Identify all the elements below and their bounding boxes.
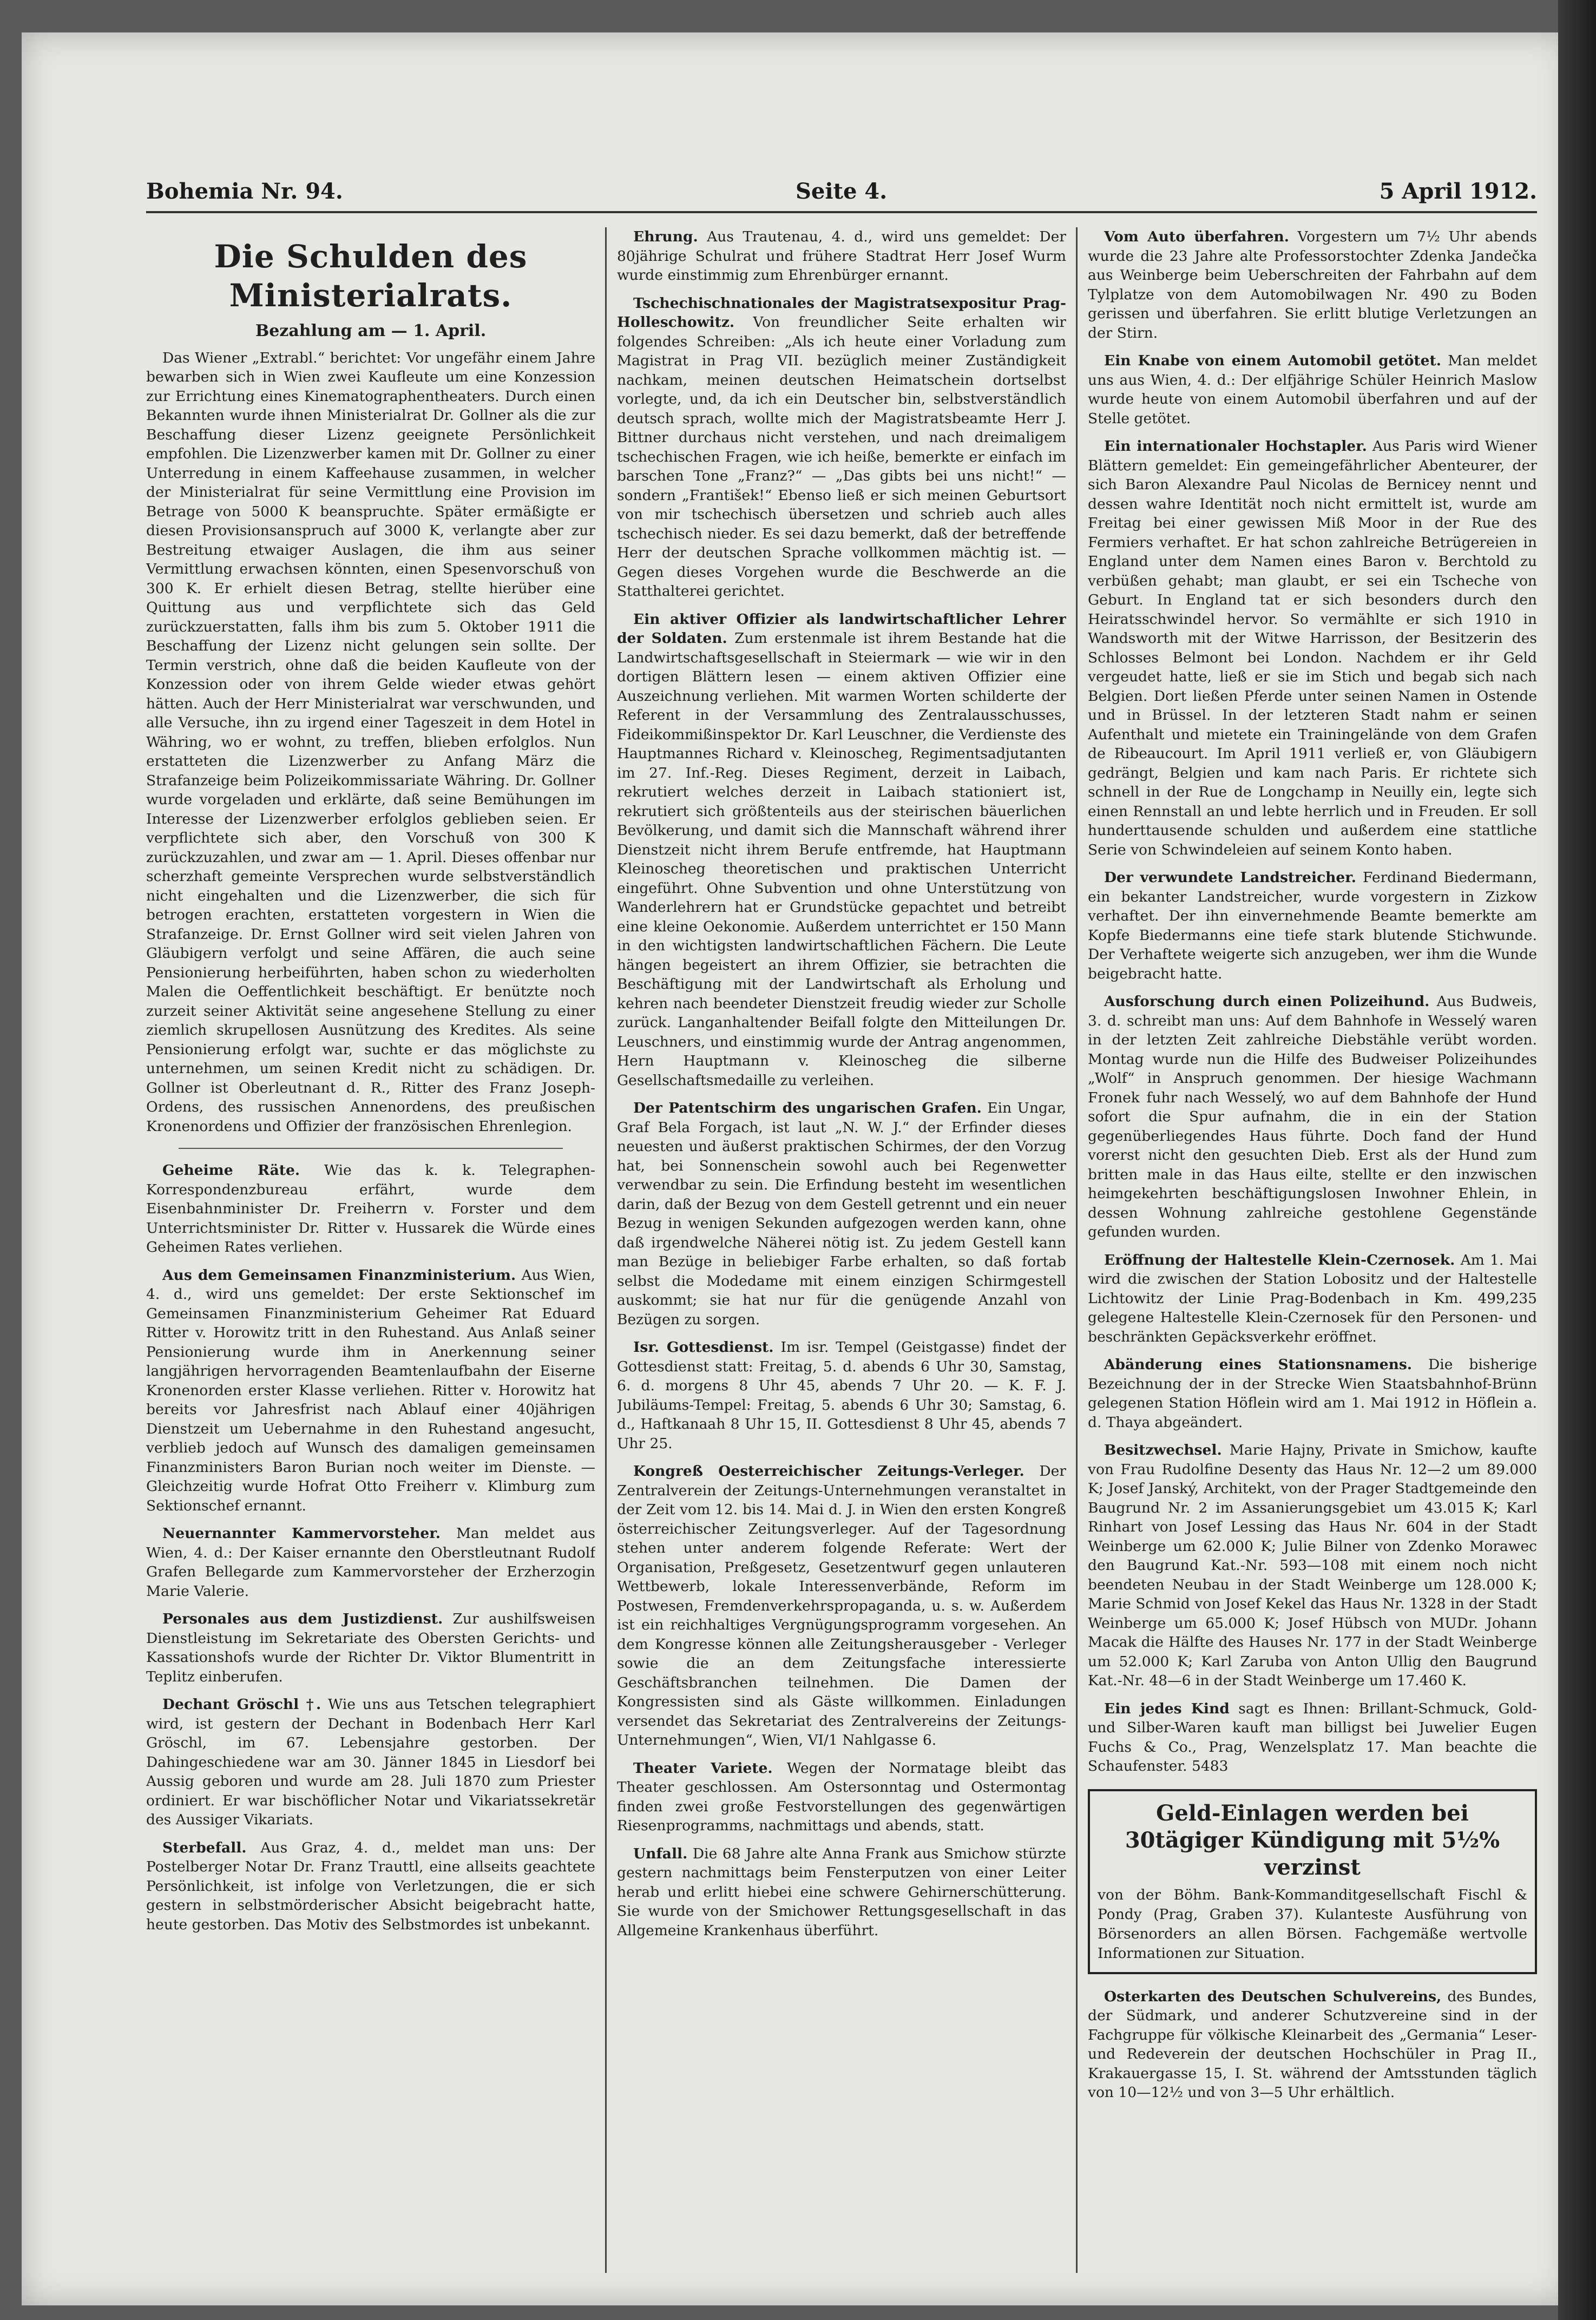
news-item: [617, 1462, 1066, 1750]
news-item-head: Vom Auto überfahren.: [1104, 228, 1289, 245]
news-item: [1088, 1251, 1537, 1347]
news-item-text: Aus Trautenau, 4. d., wird uns gemeldet: Der 80jährige Schulrat und frühere Stadtrat Herr Josef Wurm wurde einstimmig zum Ehrenbürger ernannt.: [617, 228, 1066, 284]
news-item-head: Theater Variete.: [633, 1759, 773, 1777]
news-item-text: Im isr. Tempel (Geistgasse) findet der Gottesdienst statt: Freitag, 5. d. abends 6 Uhr 30, Samstag, 6. d. morgens 8 Uhr 45, abends 7 Uhr 20. — K. F. J. Jubiläums-Tempel: Freitag, 5. abends 6 Uhr 30; Samstag, 6. d., Haftkanaah 8 Uhr 15, II. Gottesdienst 8 Uhr 45, abends 7 Uhr 25.: [617, 1339, 1066, 1452]
news-item-text: Man meldet aus Wien, 4. d.: Der Kaiser ernannte den Oberstleutnant Rudolf Grafen Bellegarde zum Kammervorsteher der Erzherzogin Marie Valerie.: [146, 1525, 595, 1600]
newspaper-page: [22, 32, 1569, 2305]
news-item-text: des Bundes, der Südmark, und anderer Schutzvereine sind in der Fachgruppe für völkische Kleinarbeit des „Germania“ Leser- und Redeverein der deutschen Hochschüler in Prag II., Krakauergasse 15, I. St. während der Amtsstunden täglich von 10—12½ und von 3—5 Uhr erhältlich.: [1088, 1988, 1537, 2101]
news-item-text: Ferdinand Biedermann, ein bekanter Landstreicher, wurde vorgestern in Zizkow verhaftet. Der ihn einvernehmende Beamte bemerkte am Kopfe Biedermanns eine tiefe stark blutende Stichwunde. Der Verhaftete weigerte sich anzugeben, wer ihm die Wunde beigebracht hatte.: [1088, 869, 1537, 982]
news-item-head: Ehrung.: [633, 228, 698, 245]
news-item-head: Personales aus dem Justizdienst.: [162, 1611, 443, 1627]
news-item-text: Aus Budweis, 3. d. schreibt man uns: Auf dem Bahnhofe in Wesselý waren in der letzten Zeit zahlreiche Diebstähle verübt worden. Montag wurde nun die Hilfe des Budweiser Polizeihundes „Wolf“ in Anspruch genommen. Der hiesige Wachmann Fronek fuhr nach Wesselý, wo auf dem Bahnhofe der Hund sofort die Spur aufnahm, die in ein der Station gegenüberliegendes Haus führte. Doch fand der Hund vorerst nicht den gesuchten Dieb. Erst als der Hund zum britten male in das Haus eilte, stellte er den inzwischen heimgekehrten beschäftigungslosen Inwohner Ehlein, in dessen Wohnung zahlreiche gestohlene Gegenstände gefunden wurden.: [1088, 993, 1537, 1240]
news-item: [1088, 1987, 1537, 2102]
news-item-text: sagt es Ihnen: Brillant-Schmuck, Gold- und Silber-Waren kauft man billigst bei Juwelier Eugen Fuchs & Co., Prag, Wenzelsplatz 17. Man beachte die Schaufenster. 5483: [1088, 1700, 1537, 1774]
column-1: [146, 227, 595, 2273]
news-item-text: Wie uns aus Tetschen telegraphiert wird, ist gestern der Dechant in Bodenbach Herr Karl Gröschl, im 67. Lebensjahre gestorben. Der Dahingeschiedene war am 30. Jänner 1845 in Liesdorf bei Aussig geboren und wurde am 28. Juli 1870 zum Priester ordiniert. Er war bischöflicher Notar und Vikariatssekretär des Aussiger Vikariats.: [146, 1696, 595, 1828]
news-item-head: Kongreß Oesterreichischer Zeitungs-Verleger.: [633, 1463, 1024, 1480]
advertisement-text: von der Böhm. Bank-Kommanditgesellschaft Fischl & Pondy (Prag, Graben 37). Kulanteste Ausführung von Börsenorders an allen Börsen. Fachgemäße wertvolle Informationen zur Situation.: [1098, 1886, 1527, 1962]
article-subtitle: Bezahlung am — 1. April.: [255, 321, 487, 340]
paper-issue: Bohemia Nr. 94.: [146, 179, 343, 204]
news-item: [1088, 437, 1537, 859]
news-item-text: Von freundlicher Seite erhalten wir folgendes Schreiben: „Als ich heute einer Vorladung zum Magistrat in Prag VII. bezüglich meiner Zuständigkeit nachkam, meinen deutschen Heimatschein dortselbst vorlegte, und, da ich ein Deutscher bin, selbstverständlich deutsch sprach, wollte mich der Magistratsbeamte Herr J. Bittner durchaus nicht verstehen, und nach dreimaligem tschechischen Fragen, wie ich heiße, bemerkte er einfach im barschen Tone „Franz?“ — „Das gibts bei uns nicht!“ — sondern „František!“ Ebenso ließ er sich meinen Geburtsort von mir tschechisch übersetzen und schrieb auch alles tschechisch nieder. Es sei dazu bemerkt, daß der betreffende Herr der deutschen Sprache vollkommen mächtig ist. — Gegen dieses Vorgehen wurde die Beschwerde an die Statthalterei gerichtet.: [617, 314, 1066, 600]
news-item: [1088, 227, 1537, 343]
advertisement-title: Geld-Einlagen werden bei 30tägiger Kündigung mit 5½% verzinst: [1125, 1800, 1500, 1880]
news-item-head: Osterkarten des Deutschen Schulvereins,: [1104, 1988, 1442, 2005]
news-item: [146, 1161, 595, 1257]
news-item-head: Unfall.: [633, 1845, 688, 1862]
news-item-head: Sterbefall.: [162, 1839, 247, 1856]
news-item-head: Eröffnung der Haltestelle Klein-Czernosek.: [1104, 1251, 1455, 1269]
article-title: Die Schulden des Ministerialrats.: [214, 238, 528, 314]
news-item-text: Die 68 Jahre alte Anna Frank aus Smichow stürzte gestern nachmittags beim Fensterputzen von einer Leiter herab und erlitt hiebei eine schwere Gehirnerschütterung. Sie wurde von der Smichower Rettungsgesellschaft in das Allgemeine Krankenhaus überführt.: [617, 1845, 1066, 1939]
news-item-text: Ein Ungar, Graf Bela Forgach, ist laut „N. W. J.“ der Erfinder dieses neuesten und äußerst praktischen Schirmes, der den Vorzug hat, bei Sonnenschein sowohl auch bei Regenwetter verwendbar zu sein. Die Erfindung besteht im wesentlichen darin, daß der Bezug von dem Gestell getrennt und ein neuer Bezug in wenigen Sekunden aufgezogen werden kann, ohne daß irgendwelche Näherei nötig ist. Zu jedem Gestell kann man Bezüge in beliebiger Farbe erhalten, so daß fortab selbst die Modedame mit einem einzigen Schirmgestell auskommt; sie hat nur für die genügende Anzahl von Bezügen zu sorgen.: [617, 1100, 1066, 1328]
news-item-text: Das Wiener „Extrabl.“ berichtet: Vor ungefähr einem Jahre bewarben sich in Wien zwei Kaufleute um eine Konzession zur Errichtung eines Kinematographentheaters. Durch einen Bekannten wurde ihnen Ministerialrat Dr. Gollner als die zur Beschaffung dieser Lizenz geeignete Persönlichkeit empfohlen. Die Lizenzwerber kamen mit Dr. Gollner zu einer Unterredung in einem Kaffeehause zusammen, in welcher der Ministerialrat für seine Vermittlung eine Provision im Betrage von 5000 K beanspruchte. Später ermäßigte er diesen Provisionsanspruch auf 3000 K, verlangte aber zur Bestreitung etwaiger Auslagen, die ihm aus seiner Vermittlung erwachsen könnten, einen Spesenvorschuß von 300 K. Er erhielt diesen Betrag, stellte hierüber eine Quittung aus und verpflichtete sich das Geld zurückzuerstatten, falls ihm bis zum 5. Oktober 1911 die Beschaffung der Lizenz nicht gelungen sein sollte. Der Termin verstrich, ohne daß die beiden Kaufleute von der Konzession oder von ihrem Gelde wieder etwas gehört hätten. Auch der Herr Ministerialrat war verschwunden, und alle Versuche, ihn zu irgend einer Tageszeit in dem Hotel in Währing, wo er wohnt, zu treffen, blieben erfolglos. Nun erstatteten die Lizenzwerber zu Anfang März die Strafanzeige beim Polizeikommissariate Währing. Dr. Gollner wurde vorgeladen und erklärte, daß seine Bemühungen im Interesse der Lizenzwerber erfolglos geblieben seien. Er verpflichtete sich aber, den Vorschuß von 300 K zurückzuzahlen, und zwar am — 1. April. Dieses offenbar nur scherzhaft gemeinte Versprechen wurde selbstverständlich nicht eingehalten und die Lizenzwerber, die sich für betrogen erachten, erstatteten vorgestern in Wien die Strafanzeige. Dr. Ernst Gollner wird seit vielen Jahren von Gläubigern verfolgt und seine Affären, die auch seine Pensionierung herbeiführten, haben schon zu wiederholten Malen die Oeffentlichkeit beschäftigt. Er benützte noch zurzeit seiner Aktivität seine angesehene Stellung zu einer ziemlich skrupellosen Ausnützung des Kredites. Als seine Pensionierung erfolgt war, suchte er das möglichste zu unternehmen, um seinen Kredit nicht zu schädigen. Dr. Gollner ist Oberleutnant d. R., Ritter des Franz Joseph-Ordens, des russischen Annenordens, des preußischen Kronenordens und Offizier der französischen Ehrenlegion.: [146, 349, 595, 1135]
news-item: [1088, 1355, 1537, 1432]
running-head: [146, 173, 1537, 213]
news-item-head: Ausforschung durch einen Polizeihund.: [1104, 993, 1430, 1010]
news-item: [146, 1524, 595, 1601]
columns: [146, 227, 1537, 2273]
news-item-text: Marie Hajny, Private in Smichow, kaufte von Frau Rudolfine Desenty das Haus Nr. 12—2 um 89.000 K; Josef Janský, Architekt, von der Prager Stadtgemeinde den Baugrund Nr. 2 im Assanierungsgebiet um 43.015 K; Karl Rinhart von Josef Lessing das Haus Nr. 604 in der Stadt Weinberge um 62.000 K; Julie Bilner von Zdenko Morawec den Baugrund Kat.-Nr. 593—108 mit einem noch nicht beendeten Neubau in der Stadt Weinberge um 128.000 K; Marie Schmid von Josef Kekel das Haus Nr. 1328 in der Stadt Weinberge um 65.000 K; Josef Hübsch von MUDr. Johann Macak die Hälfte des Hauses Nr. 177 in der Stadt Weinberge um 52.000 K; Karl Zaruba von Anton Ullig den Baugrund Kat.-Nr. 48—6 in der Stadt Weinberge um 17.460 K.: [1088, 1442, 1537, 1689]
news-item: [617, 1759, 1066, 1836]
news-item-head: Dechant Gröschl †.: [162, 1696, 321, 1713]
news-item-text: Wie das k. k. Telegraphen-Korrespondenzbureau erfährt, wurde dem Eisenbahnminister Dr. Freiherrn v. Forster und dem Unterrichtsminister Dr. Ritter v. Hussarek die Würde eines Geheimen Rates verliehen.: [146, 1162, 595, 1256]
news-item: [146, 1266, 595, 1516]
news-item-text: Aus Paris wird Wiener Blättern gemeldet: Ein gemeingefährlicher Abenteurer, der sich Baron Alexandre Paul Nicolas de Bernicey nennt und dessen wahre Identität noch nicht ermittelt ist, wurde am Freitag bei einer gewissen Miß Moor in der Rue des Fermiers verhaftet. Er hat schon zahlreiche Betrügereien in England unter dem Namen eines Baron v. Berchtold zu verbüßen gehabt; man glaubt, er sei ein Tscheche von Geburt. In England tat er sich besonders durch den Heiratsschwindel hervor. So vermählte er sich 1910 in Wandsworth mit der Witwe Harrisson, der Besitzerin des Schlosses Belmont bei London. Nachdem er ihr Geld vergeudet hatte, ließ er sie im Stich und begab sich nach Belgien. Dort ließen Pferde unter seinen Namen in Ostende und in Brüssel. In der letzteren Stadt nahm er seinen Aufenthalt und mietete ein Trainingelände von dem Grafen de Ribeaucourt. Im April 1911 verließ er, von Gläubigern gedrängt, Belgien und kam nach Paris. Er richtete sich schnell in der Rue de Longchamp in Neuilly ein, legte sich einen Rennstall an und lebte herrlich und in Freuden. Er soll hunderttausende schulden und außerdem eine stattliche Serie von Schwindeleien auf seinem Konto haben.: [1088, 438, 1537, 858]
news-item: [1088, 351, 1537, 428]
news-item: [617, 1099, 1066, 1329]
column-3: [1088, 227, 1537, 2273]
news-item-text: Zur aushilfsweisen Dienstleistung im Sekretariate des Obersten Gerichts- und Kassationshofs wurde der Richter Dr. Viktor Blumentritt in Teplitz einberufen.: [146, 1611, 595, 1685]
news-item-head: Ein Knabe von einem Automobil getötet.: [1104, 352, 1441, 369]
column-2: [617, 227, 1066, 2273]
page-number: Seite 4.: [796, 179, 888, 204]
news-item: [146, 349, 595, 1136]
news-item: [617, 1338, 1066, 1453]
news-item-head: Der verwundete Landstreicher.: [1104, 869, 1357, 886]
news-item-text: Aus Graz, 4. d., meldet man uns: Der Postelberger Notar Dr. Franz Trauttl, eine allseits geachtete Persönlichkeit, ist infolge von Verletzungen, die er sich gestern in selbstmörderischer Absicht beigebracht hatte, heute gestorben. Das Motiv des Selbstmordes ist unbekannt.: [146, 1839, 595, 1933]
news-item-head: Ein jedes Kind: [1104, 1700, 1230, 1717]
news-item-head: Geheime Räte.: [162, 1162, 300, 1179]
section-separator: [179, 1148, 563, 1149]
advertisement-box: [1088, 1789, 1537, 1974]
news-item-head: Der Patentschirm des ungarischen Grafen.: [633, 1100, 982, 1116]
news-item: [1088, 1441, 1537, 1691]
news-item-head: Neuernannter Kammervorsteher.: [162, 1525, 441, 1542]
news-item: [617, 294, 1066, 601]
issue-date: 5 April 1912.: [1379, 179, 1537, 204]
news-item-text: Man meldet uns aus Wien, 4. d.: Der elfjährige Schüler Heinrich Maslow wurde heute von einem Automobil überfahren und auf der Stelle getötet.: [1088, 352, 1537, 427]
news-item: [1088, 992, 1537, 1242]
news-item: [617, 227, 1066, 285]
news-item-head: Ein aktiver Offizier als landwirtschaftlicher Lehrer der Soldaten.: [617, 610, 1066, 647]
news-item-head: Abänderung eines Stationsnamens.: [1104, 1356, 1412, 1373]
news-item: [146, 1609, 595, 1686]
column-rule: [605, 227, 607, 2273]
news-item-text: Zum erstenmale ist ihrem Bestande hat die Landwirtschaftsgesellschaft in Steiermark — wie wir in den dortigen Blättern lesen — einem aktiven Offizier eine Auszeichnung verliehen. Mit warmen Worten schilderte der Referent in der Versammlung des Zentralausschusses, Fideikommißinspektor Dr. Karl Leuschner, die Verdienste des Hauptmannes Richard v. Kleinoscheg, Regimentsadjutanten im 27. Inf.-Reg. Dieses Regiment, derzeit in Laibach, rekrutiert welches derzeit in Laibach stationiert ist, rekrutiert sich größtenteils aus der steirischen bäuerlichen Bevölkerung, und damit sich die Mannschaft während ihrer Dienstzeit nicht ihrem Berufe entfremde, hat Hauptmann Kleinoscheg theoretischen und praktischen Unterricht eingeführt. Ohne Subvention und ohne Unterstützung von Wanderlehrern hat er Grundstücke gepachtet und betreibt eine kleine Oekonomie. Außerdem unterrichtet er 150 Mann in den wichtigsten landwirtschaftlichen Fächern. Die Leute hängen begeistert an ihrem Offizier, sie betrachten die Beschäftigung mit der Landwirtschaft als Erholung und kehren nach beendeter Dienstzeit freudig wieder zur Scholle zurück. Langanhaltender Beifall folgte den Mitteilungen Dr. Leuschners, und einstimmig wurde der Antrag angenommen, Hern Hauptmann v. Kleinoscheg die silberne Gesellschaftsmedaille zu verleihen.: [617, 630, 1066, 1089]
news-item: [617, 610, 1066, 1090]
news-item-text: Am 1. Mai wird die zwischen der Station Lobositz und der Haltestelle Lichtowitz der Linie Prag-Bodenbach in Km. 499,235 gelegene Haltestelle Klein-Czernosek für den Personen- und beschränkten Gepäcksverkehr eröffnet.: [1088, 1251, 1537, 1345]
news-item-text: Vorgestern um 7½ Uhr abends wurde die 23 Jahre alte Professorstochter Zdenka Jandečka aus Weinberge beim Ueberschreiten der Fahrbahn auf dem Tylplatze von dem Automobilwagen Nr. 490 zu Boden gerissen und überfahren. Sie erlitt blutige Verletzungen an der Stirn.: [1088, 228, 1537, 341]
news-item-head: Isr. Gottesdienst.: [633, 1339, 774, 1356]
news-item: [617, 1844, 1066, 1941]
news-item-text: Die bisherige Bezeichnung der in der Strecke Wien Staatsbahnhof-Brünn gelegenen Station Höflein wird am 1. Mai 1912 in Höflein a. d. Thaya abgeändert.: [1088, 1356, 1537, 1431]
book-spine-edge: [1558, 0, 1596, 2320]
news-item: [146, 1695, 595, 1830]
news-item-head: Aus dem Gemeinsamen Finanzministerium.: [162, 1266, 516, 1284]
news-item-text: Der Zentralverein der Zeitungs-Unternehmungen veranstaltet in der Zeit vom 12. bis 14. Mai d. J. in Wien den ersten Kongreß österreichischer Zeitungsverleger. Auf der Tagesordnung stehen unter anderem folgende Referate: Wert der Organisation, Preßgesetz, Gesetzentwurf gegen unlauteren Wettbewerb, lokale Interessenverbände, Reform im Postwesen, Fremdenverkehrspropaganda, u. s. w. Außerdem ist ein reichhaltiges Vergnügungsprogramm vorgesehen. An dem Kongresse können alle Zeitungsherausgeber - Verleger sowie die an dem Zeitungsfache interessierte Geschäftsbranchen teilnehmen. Die Damen der Kongressisten sind als Gäste willkommen. Einladungen versendet das Sekretariat des Zentralvereins der Zeitungs-Unternehmungen“, Wien, VI/1 Nahlgasse 6.: [617, 1463, 1066, 1749]
news-item: [1088, 868, 1537, 983]
news-item: [146, 1838, 595, 1935]
column-rule: [1076, 227, 1078, 2273]
news-item-head: Besitzwechsel.: [1104, 1442, 1222, 1458]
news-item-head: Tschechischnationales der Magistratsexpositur Prag-Holleschowitz.: [617, 294, 1066, 331]
news-item: [1088, 1699, 1537, 1776]
news-item-head: Ein internationaler Hochstapler.: [1104, 438, 1367, 455]
news-item-text: Aus Wien, 4. d., wird uns gemeldet: Der erste Sektionschef im Gemeinsamen Finanzministerium Geheimer Rat Eduard Ritter v. Horowitz tritt in den Ruhestand. Aus Anlaß seiner Pensionierung wurde ihm in Anerkennung seiner langjährigen hervorragenden Beamtenlaufbahn der Eiserne Kronenorden erster Klasse verliehen. Ritter v. Horowitz hat bereits vor Jahresfrist nach Ablauf einer 40jährigen Dienstzeit um Uebernahme in den Ruhestand angesucht, verblieb jedoch auf Wunsch des damaligen gemeinsamen Finanzministers Baron Burian noch weiter im Dienste. — Gleichzeitig wurde Hofrat Otto Freiherr v. Klimburg zum Sektionschef ernannt.: [146, 1266, 595, 1514]
news-item-text: Wegen der Normatage bleibt das Theater geschlossen. Am Ostersonntag und Ostermontag finden zwei große Festvorstellungen des gegenwärtigen Riesenprogramms, nachmittags und abends, statt.: [617, 1759, 1066, 1834]
